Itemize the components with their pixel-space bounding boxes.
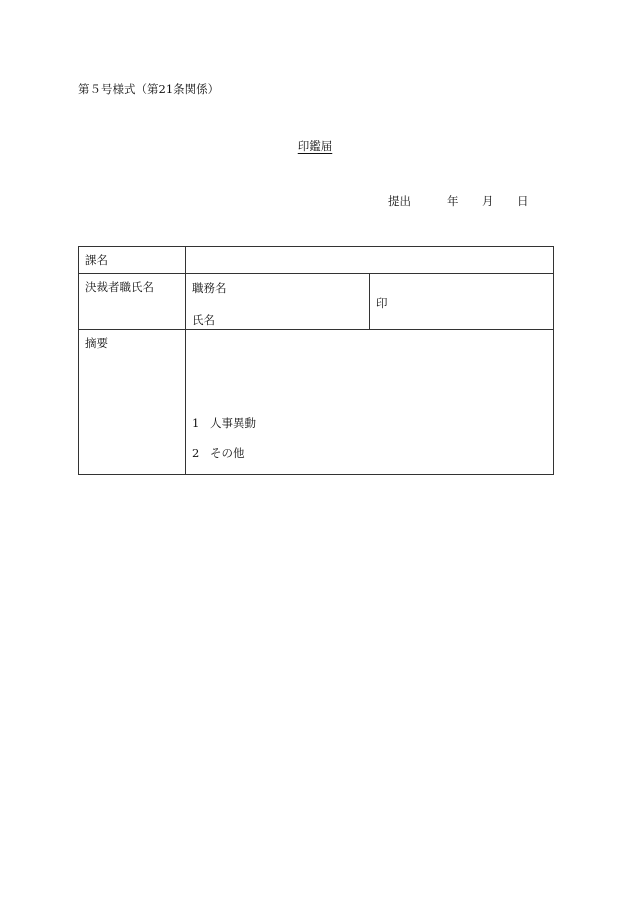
summary-item-number: 2 <box>192 446 200 460</box>
position-label: 職務名 <box>192 281 227 295</box>
summary-item <box>192 445 245 461</box>
summary-label: 摘要 <box>79 330 186 475</box>
document-title-text: 印鑑届 <box>297 139 333 153</box>
summary-item <box>192 415 256 431</box>
submitted-label: 提出 <box>388 194 411 208</box>
seal-registration-table <box>78 246 554 475</box>
day-label: 日 <box>517 194 529 208</box>
section-label: 課名 <box>79 247 186 274</box>
form-number: 第５号様式（第21条関係） <box>78 82 220 96</box>
document-title <box>0 138 630 154</box>
summary-item-text: その他 <box>210 446 245 460</box>
approver-row <box>79 274 554 330</box>
section-row <box>79 247 554 274</box>
summary-item-number: 1 <box>192 416 200 430</box>
section-value-cell[interactable] <box>186 247 554 274</box>
approver-label: 決裁者職氏名 <box>79 274 186 330</box>
month-label: 月 <box>482 194 494 208</box>
name-label: 氏名 <box>192 313 215 327</box>
summary-item-text: 人事異動 <box>210 416 256 430</box>
seal-cell[interactable] <box>370 274 554 330</box>
year-label: 年 <box>447 194 459 208</box>
approver-position-name-cell[interactable] <box>186 274 370 330</box>
summary-row <box>79 330 554 475</box>
seal-label: 印 <box>376 296 388 310</box>
summary-value-cell[interactable] <box>186 330 554 475</box>
